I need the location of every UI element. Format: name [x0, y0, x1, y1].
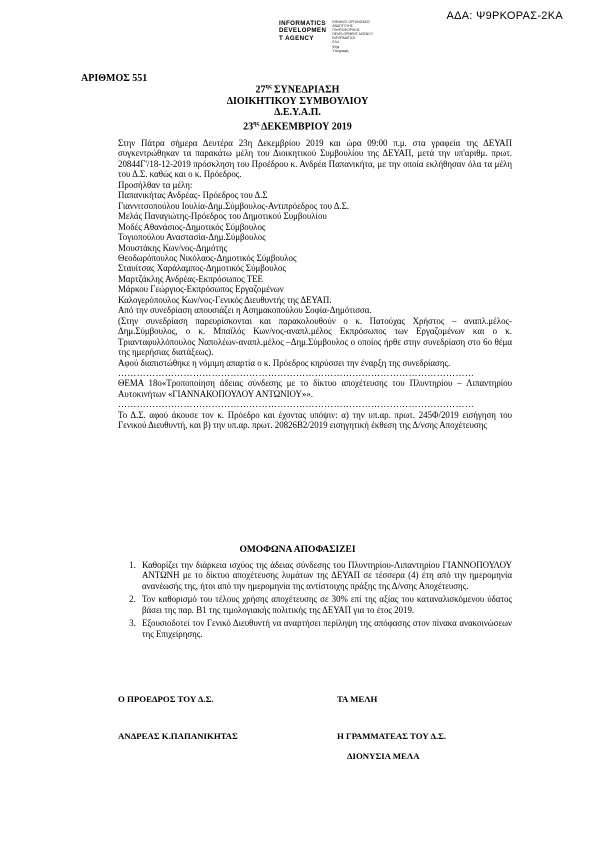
logo-greek-text: ΕΘΝΙΚΟΣ ΟΡΓΑΝΙΣΜΟΣ ΑΝΑΠΤΥΞΗΣ ΠΛΗΡΟΦΟΡΙΚΗΣ DEVELOPMENT AGENCY INFORMATICS ΕΛΛ Ψηφ Υπογραφή — [332, 20, 373, 53]
decision-item: 1. Καθορίζει την διάρκεια ισχύος της άδειας σύνδεσης του Πλυντηρίου-Λιπαντηρίου ΓΙΑΝΝΟΠΟΥΛΟΥ ΑΝΤΩΝΗ με το δίκτυο αποχέτευσης λυμάτων της ΔΕΥΑΠ σε τέσσερα (4) έτη από την ημερομηνία ανανέωσής της, ήτοι από την ημερομηνία της αντίστοιχης πράξης της Δ/νσης Αποχέτευσης. — [138, 560, 512, 591]
document-heading — [0, 82, 595, 133]
member-item: Θεοδωρόπουλος Νικόλαος-Δημοτικός Σύμβουλος — [118, 252, 297, 263]
members-list — [118, 190, 512, 305]
decision-item: 2. Τον καθορισμό του τέλους χρήσης αποχέτευσης σε 30% επί της αξίας του καταναλισκόμενου ύδατος βάσει της παρ. Β1 της τιμολογιακής πολιτικής της ΔΕΥΑΠ για το έτος 2019. — [138, 594, 512, 615]
separator-dots: …………………………………………………………………………………………………… — [118, 399, 475, 410]
observers-paragraph: (Στην συνεδρίαση παρευρίσκονται και παρακολουθούν ο κ. Πατούχας Χρήστος – αναπλ.μέλος-Δημ.Σύμβουλος, ο κ. Μπαϊλός Κων/νος-αναπλ.μέλος Εκπρόσωπος των Εργαζομένων και ο κ. Τριανταφυλλόπουλος Ναπολέων-αναπλ.μέλος –Δημ.Σύμβουλος ο οποίος ήρθε στην συνεδρίαση στο 6ο θέμα της ημερήσιας διατάξεως). — [118, 315, 512, 358]
quorum-statement: Αφού διαπιστώθηκε η νόμιμη απαρτία ο κ. Πρόεδρος κηρύσσει την έναρξη της συνεδρίασης. — [118, 357, 451, 368]
minutes-body — [118, 138, 512, 431]
member-item: Γιαννιτσοπούλου Ιουλία-Δημ.Σύμβουλος-Αντιπρόεδρος του Δ.Σ. — [118, 200, 350, 211]
secretary-title: Η ΓΡΑΜΜΑΤΕΑΣ ΤΟΥ Δ.Σ. — [337, 731, 447, 741]
org-title: Δ.Ε.Υ.Α.Π. — [274, 107, 321, 119]
signature-logo — [279, 20, 373, 53]
president-name: ΑΝΔΡΕΑΣ Κ.ΠΑΠΑΝΙΚΗΤΑΣ — [118, 731, 238, 741]
member-item: Μουστάκης Κων/νος-Δημότης — [118, 242, 228, 253]
members-title: ΤΑ ΜΕΛΗ — [337, 694, 378, 704]
member-item: Παπανικήτας Ανδρέας- Πρόεδρος του Δ.Σ — [118, 190, 268, 201]
member-item: Μοδές Αθανάσιος-Δημοτικός Σύμβουλος — [118, 221, 266, 232]
decision-list — [118, 560, 512, 642]
member-item: Μάρκου Γεώργιος-Εκπρόσωπος Εργαζομένων — [118, 284, 284, 295]
agenda-topic: ΘΕΜΑ 18ο«Τροποποίηση άδειας σύνδεσης με το δίκτυο αποχέτευσης του Πλυντηρίου – Λιπαντηρίου Αυτοκινήτων «ΓΙΑΝΝΑΚΟΠΟΥΛΟΥ ΑΝΤΩΝΙΟΥ»». — [118, 378, 512, 399]
intro-paragraph: Στην Πάτρα σήμερα Δευτέρα 23η Δεκεμβρίου 2019 και ώρα 09:00 π.μ. στα γραφεία της ΔΕΥΑΠ συγκεντρώθηκαν τα παρακάτω μέλη του Διοικητικού Συμβουλίου της ΔΕΥΑΠ, μετά την υπ'αριθμ. πρωτ. 20844Γ'/18-12-2019 πρόσκληση του Προέδρου κ. Ανδρέα Παπανικήτα, με την οποία εκλήθησαν όλα τα μέλη του Δ.Σ. καθώς και ο κ. Πρόεδρος. — [118, 138, 512, 180]
member-item: Καλογερόπουλος Κων/νος-Γενικός Διευθυντής της ΔΕΥΑΠ. — [118, 294, 332, 305]
member-item: Τογιοπούλου Αναστασία-Δημ.Σύμβουλος — [118, 232, 266, 243]
member-item: Σταυίτσας Χαράλαμπος-Δημοτικός Σύμβουλος — [118, 263, 286, 274]
separator-dots: …………………………………………………………………………………………………… — [118, 367, 475, 378]
decision-number: ΑΡΙΘΜΟΣ 551 — [81, 73, 148, 84]
secretary-name: ΔΙΟΝΥΣΙΑ ΜΕΛΑ — [347, 751, 420, 761]
board-title: ΔΙΟΙΚΗΤΙΚΟΥ ΣΥΜΒΟΥΛΙΟΥ — [226, 95, 369, 107]
session-title: $27^{\eta\varsigma}$ ΣΥΝΕΔΡΙΑΣΗ — [255, 84, 340, 96]
members-heading: Προσήλθαν τα μέλη: — [118, 179, 193, 190]
session-date: $23^{\eta\varsigma}$ ΔΕΚΕΜΒΡΙΟΥ 2019 — [243, 120, 352, 133]
decision-item: 3. Εξουσιοδοτεί τον Γενικό Διευθυντή να αναρτήσει περίληψη της απόφασης στον πίνακα ανακοινώσεων της Επιχείρησης. — [138, 618, 512, 639]
member-item: Μελάς Παναγιώτης-Πρόεδρος του Δημοτικού Συμβουλίου — [118, 211, 327, 222]
president-title: Ο ΠΡΟΕΔΡΟΣ ΤΟΥ Δ.Σ. — [118, 694, 214, 704]
consideration-paragraph: Το Δ.Σ. αφού άκουσε τον κ. Πρόεδρο και έχοντας υπόψιν: α) την υπ.αρ. πρωτ. 245Φ/2019 εισήγηση του Γενικού Διευθυντή, και β) την υπ.αρ. πρωτ. 20826Β2/2019 εισηγητική έκθεση της Δ/νσης Αποχέτευσης — [118, 409, 512, 431]
ada-code: ΑΔΑ: Ψ9ΡΚΟΡΑΣ-2ΚΑ — [446, 10, 563, 22]
member-item: Μαρτζάκλης Ανδρέας-Εκπρόσωπος ΤΕΕ — [118, 273, 263, 284]
absent-note: Από την συνεδρίαση απουσιάζει η Ασημακοπούλου Σοφία-Δημότισσα. — [118, 305, 372, 316]
logo-english-text: INFORMATICS DEVELOPMEN T AGENCY — [279, 20, 327, 42]
decision-heading: ΟΜΟΦΩΝΑ ΑΠΟΦΑΣΙΖΕΙ — [239, 545, 356, 555]
